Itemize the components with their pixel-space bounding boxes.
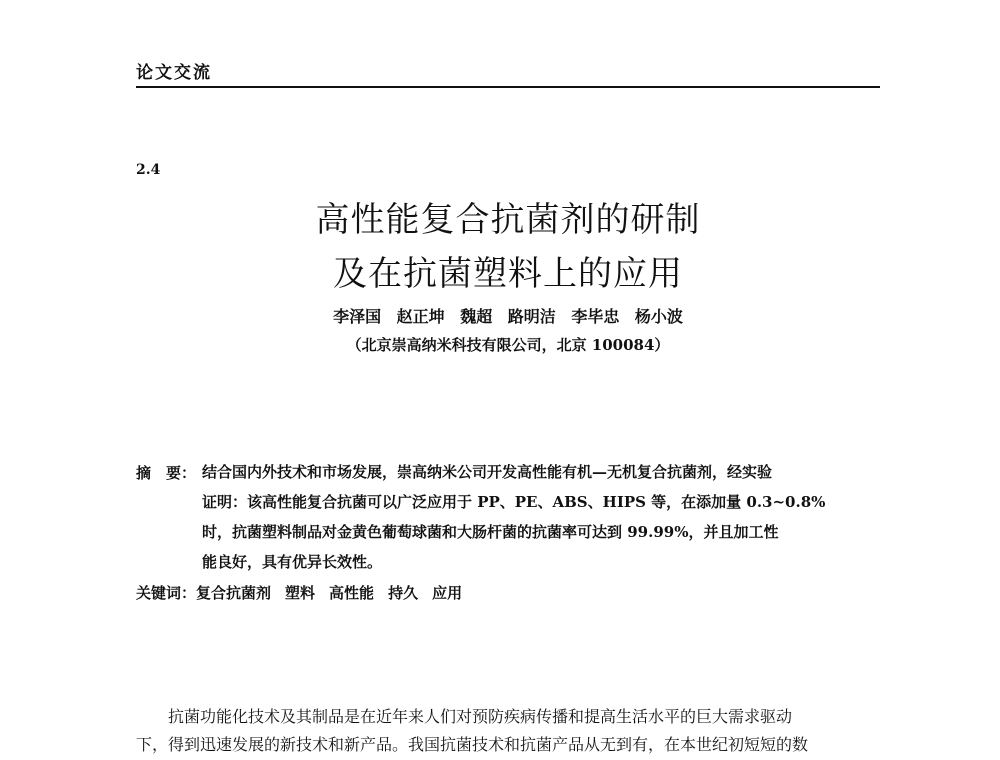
section-number: 2.4 [136, 162, 161, 178]
keywords [136, 582, 476, 603]
journal-section-header: 论文交流 [136, 63, 212, 83]
abstract-line: 结合国内外技术和市场发展，崇高纳米公司开发高性能有机—无机复合抗菌剂，经实验 [202, 463, 773, 481]
body-paragraph-line: 下，得到迅速发展的新技术和新产品。我国抗菌技术和抗菌产品从无到有，在本世纪初短短的数 [136, 735, 809, 754]
keyword: 塑料 [285, 584, 316, 602]
paper-title-line-2: 及在抗菌塑料上的应用 [333, 254, 683, 294]
affiliation: （北京崇高纳米科技有限公司，北京 100084） [346, 336, 670, 354]
abstract-label: 摘 要： [136, 464, 197, 482]
abstract-line: 时，抗菌塑料制品对金黄色葡萄球菌和大肠杆菌的抗菌率可达到 99.99%，并且加工性 [202, 523, 779, 541]
abstract-line: 能良好，具有优异长效性。 [202, 553, 383, 571]
keyword: 复合抗菌剂 [196, 584, 272, 602]
keyword: 高性能 [329, 584, 375, 602]
header-divider [136, 86, 880, 88]
paper-title-line-1: 高性能复合抗菌剂的研制 [315, 200, 701, 240]
author-list: 李泽国 赵正坤 魏超 路明洁 李毕忠 杨小波 [333, 307, 683, 326]
body-paragraph-line: 抗菌功能化技术及其制品是在近年来人们对预防疾病传播和提高生活水平的巨大需求驱动 [168, 707, 793, 726]
keyword: 持久 [388, 584, 419, 602]
abstract-line: 证明：该高性能复合抗菌可以广泛应用于 PP、PE、ABS、HIPS 等，在添加量 0.3~0.8% [202, 493, 826, 511]
keywords-label: 关键词： [136, 584, 197, 602]
keyword: 应用 [432, 584, 463, 602]
